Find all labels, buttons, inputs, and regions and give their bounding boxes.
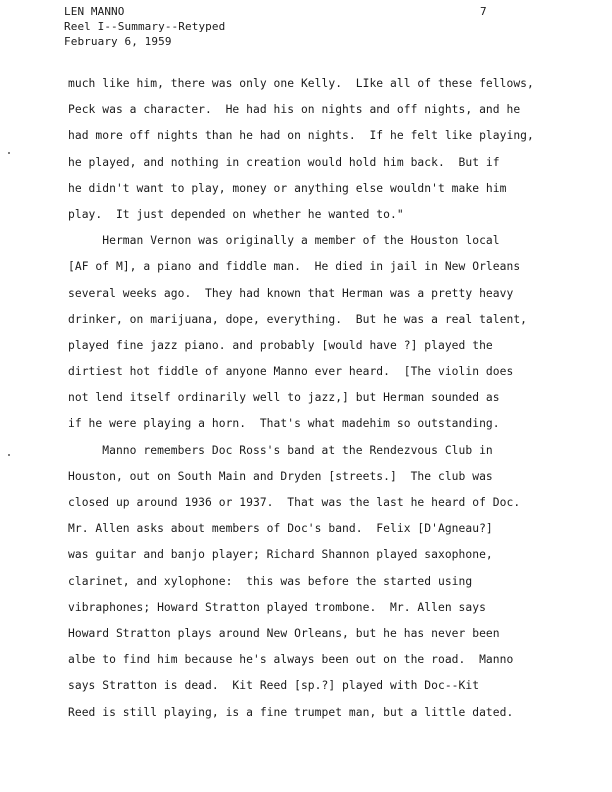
margin-mark xyxy=(8,152,10,154)
text-line: Howard Stratton plays around New Orleans, but he has never been xyxy=(68,626,500,640)
text-line: vibraphones; Howard Stratton played trombone. Mr. Allen says xyxy=(68,600,486,614)
text-line: Manno remembers Doc Ross's band at the Rendezvous Club in xyxy=(68,443,493,457)
text-line: Houston, out on South Main and Dryden [streets.] The club was xyxy=(68,469,493,483)
text-line: Peck was a character. He had his on nights and off nights, and he xyxy=(68,103,521,117)
text-line: play. It just depended on whether he wanted to." xyxy=(68,207,404,221)
text-line: drinker, on marijuana, dope, everything. But he was a real talent, xyxy=(68,312,528,326)
transcript-body xyxy=(68,71,608,726)
text-line: clarinet, and xylophone: this was before the started using xyxy=(68,574,473,588)
text-line: played fine jazz piano. and probably [would have ?] played the xyxy=(68,338,493,352)
text-line: had more off nights than he had on nights. If he felt like playing, xyxy=(68,129,534,143)
text-line: albe to find him because he's always been out on the road. Manno xyxy=(68,653,514,667)
text-line: dirtiest hot fiddle of anyone Manno ever heard. [The violin does xyxy=(68,365,514,379)
text-line: was guitar and banjo player; Richard Shannon played saxophone, xyxy=(68,548,493,562)
text-line: if he were playing a horn. That's what madehim so outstanding. xyxy=(68,417,500,431)
interview-date: February 6, 1959 xyxy=(64,35,172,48)
text-line: he played, and nothing in creation would hold him back. But if xyxy=(68,155,500,169)
text-line: several weeks ago. They had known that Herman was a pretty heavy xyxy=(68,286,514,300)
text-line: [AF of M], a piano and fiddle man. He died in jail in New Orleans xyxy=(68,260,521,274)
text-line: much like him, there was only one Kelly. LIke all of these fellows, xyxy=(68,77,534,90)
margin-mark xyxy=(8,454,10,456)
page-number: 7 xyxy=(480,5,487,18)
document-header xyxy=(64,4,225,49)
reel-label: Reel I--Summary--Retyped xyxy=(64,20,226,33)
text-line: Herman Vernon was originally a member of the Houston local xyxy=(68,234,500,248)
text-line: closed up around 1936 or 1937. That was the last he heard of Doc. xyxy=(68,496,521,509)
text-line: says Stratton is dead. Kit Reed [sp.?] played with Doc--Kit xyxy=(68,679,480,693)
text-line: not lend itself ordinarily well to jazz,] but Herman sounded as xyxy=(68,391,500,405)
text-line: he didn't want to play, money or anything else wouldn't make him xyxy=(68,181,507,195)
interviewee-name: LEN MANNO xyxy=(64,5,125,18)
text-line: Reed is still playing, is a fine trumpet man, but a little dated. xyxy=(68,705,514,719)
text-line: Mr. Allen asks about members of Doc's band. Felix [D'Agneau?] xyxy=(68,522,493,536)
